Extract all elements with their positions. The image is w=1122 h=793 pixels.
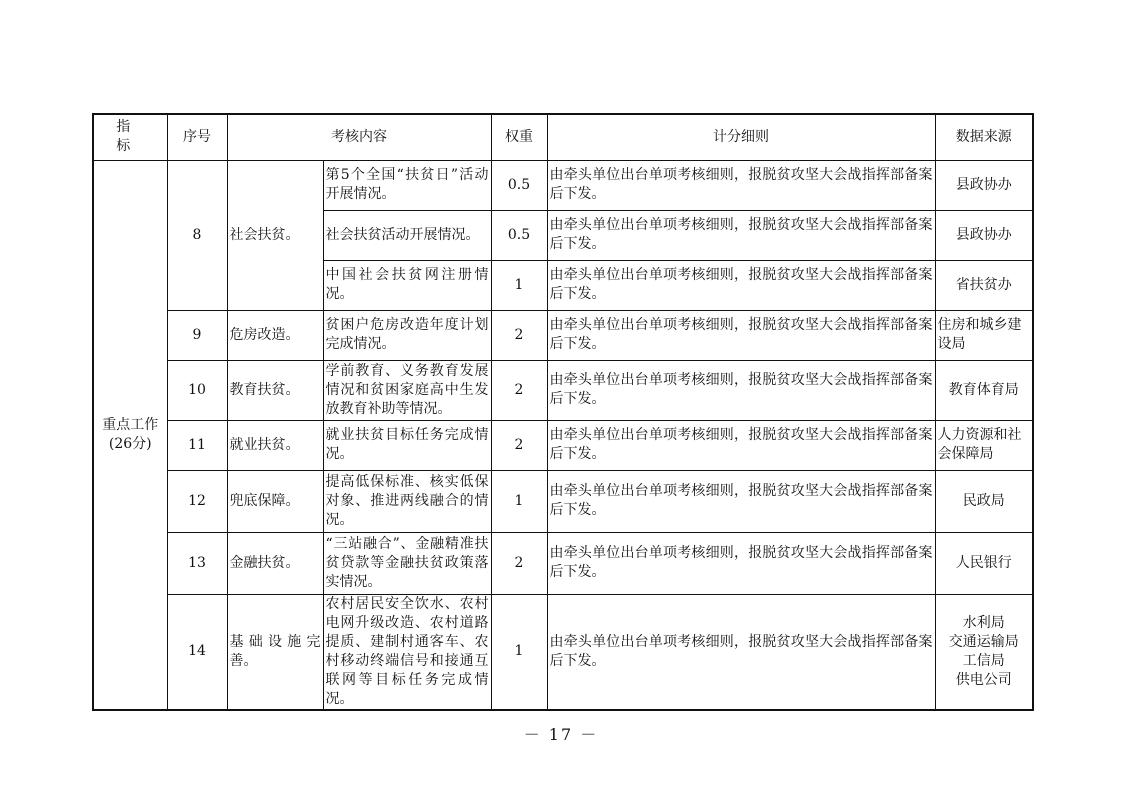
category-name: 重点工作 bbox=[102, 416, 159, 433]
seq-cell: 13 bbox=[167, 532, 227, 594]
item-cell: 就业扶贫。 bbox=[227, 420, 323, 470]
header-seq: 序号 bbox=[167, 114, 227, 160]
table-row bbox=[93, 420, 1033, 470]
item-cell: 基础设施完善。 bbox=[227, 594, 323, 710]
scoring-cell: 由牵头单位出台单项考核细则，报脱贫攻坚大会战指挥部备案后下发。 bbox=[547, 420, 935, 470]
source-cell: 省扶贫办 bbox=[935, 260, 1033, 310]
content-cell: 社会扶贫活动开展情况。 bbox=[323, 210, 491, 260]
seq-cell: 10 bbox=[167, 360, 227, 420]
seq-cell: 12 bbox=[167, 470, 227, 532]
content-cell: 提高低保标准、核实低保对象、推进两线融合的情况。 bbox=[323, 470, 491, 532]
item-cell: 兜底保障。 bbox=[227, 470, 323, 532]
content-cell: 贫困户危房改造年度计划完成情况。 bbox=[323, 310, 491, 360]
scoring-cell: 由牵头单位出台单项考核细则，报脱贫攻坚大会战指挥部备案后下发。 bbox=[547, 160, 935, 210]
header-source: 数据来源 bbox=[935, 114, 1033, 160]
item-cell: 危房改造。 bbox=[227, 310, 323, 360]
weight-cell: 0.5 bbox=[491, 160, 547, 210]
content-cell: 农村居民安全饮水、农村电网升级改造、农村道路提质、建制村通客车、农村移动终端信号和接通互联网等目标任务完成情况。 bbox=[323, 594, 491, 710]
scoring-cell: 由牵头单位出台单项考核细则，报脱贫攻坚大会战指挥部备案后下发。 bbox=[547, 260, 935, 310]
item-cell: 金融扶贫。 bbox=[227, 532, 323, 594]
source-line: 工信局 bbox=[962, 652, 1005, 669]
scoring-cell: 由牵头单位出台单项考核细则，报脱贫攻坚大会战指挥部备案后下发。 bbox=[547, 532, 935, 594]
category-cell bbox=[93, 160, 167, 710]
weight-cell: 2 bbox=[491, 360, 547, 420]
weight-cell: 1 bbox=[491, 594, 547, 710]
page-number: － 17 － bbox=[523, 725, 599, 744]
source-cell: 住房和城乡建设局 bbox=[935, 310, 1033, 360]
seq-cell: 8 bbox=[167, 160, 227, 310]
weight-cell: 1 bbox=[491, 260, 547, 310]
source-cell: 人民银行 bbox=[935, 532, 1033, 594]
scoring-cell: 由牵头单位出台单项考核细则，报脱贫攻坚大会战指挥部备案后下发。 bbox=[547, 310, 935, 360]
content-cell: 中国社会扶贫网注册情况。 bbox=[323, 260, 491, 310]
weight-cell: 0.5 bbox=[491, 210, 547, 260]
weight-cell: 2 bbox=[491, 310, 547, 360]
source-line: 供电公司 bbox=[955, 671, 1012, 688]
seq-cell: 14 bbox=[167, 594, 227, 710]
header-row bbox=[93, 114, 1033, 160]
table-row bbox=[93, 160, 1033, 210]
scoring-cell: 由牵头单位出台单项考核细则，报脱贫攻坚大会战指挥部备案后下发。 bbox=[547, 594, 935, 710]
table-row bbox=[93, 310, 1033, 360]
assessment-table bbox=[92, 113, 1034, 711]
seq-cell: 9 bbox=[167, 310, 227, 360]
table-row bbox=[93, 532, 1033, 594]
source-cell: 县政协办 bbox=[935, 210, 1033, 260]
content-cell: “三站融合”、金融精准扶贫贷款等金融扶贫政策落实情况。 bbox=[323, 532, 491, 594]
source-line: 交通运输局 bbox=[948, 633, 1019, 650]
table-row bbox=[93, 470, 1033, 532]
content-cell: 第5个全国“扶贫日”活动开展情况。 bbox=[323, 160, 491, 210]
scoring-cell: 由牵头单位出台单项考核细则，报脱贫攻坚大会战指挥部备案后下发。 bbox=[547, 360, 935, 420]
source-line: 水利局 bbox=[962, 614, 1005, 631]
seq-cell: 11 bbox=[167, 420, 227, 470]
header-indicator: 指 标 bbox=[93, 114, 167, 160]
source-cell: 县政协办 bbox=[935, 160, 1033, 210]
header-scoring: 计分细则 bbox=[547, 114, 935, 160]
source-cell bbox=[935, 594, 1033, 710]
category-points: (26分) bbox=[108, 435, 152, 452]
source-cell: 民政局 bbox=[935, 470, 1033, 532]
item-cell: 教育扶贫。 bbox=[227, 360, 323, 420]
header-content: 考核内容 bbox=[227, 114, 491, 160]
source-cell: 教育体育局 bbox=[935, 360, 1033, 420]
content-cell: 就业扶贫目标任务完成情况。 bbox=[323, 420, 491, 470]
weight-cell: 2 bbox=[491, 420, 547, 470]
table-row bbox=[93, 360, 1033, 420]
source-cell: 人力资源和社会保障局 bbox=[935, 420, 1033, 470]
content-cell: 学前教育、义务教育发展情况和贫困家庭高中生发放教育补助等情况。 bbox=[323, 360, 491, 420]
weight-cell: 1 bbox=[491, 470, 547, 532]
header-weight: 权重 bbox=[491, 114, 547, 160]
table-row bbox=[93, 594, 1033, 710]
scoring-cell: 由牵头单位出台单项考核细则，报脱贫攻坚大会战指挥部备案后下发。 bbox=[547, 210, 935, 260]
item-cell: 社会扶贫。 bbox=[227, 160, 323, 310]
scoring-cell: 由牵头单位出台单项考核细则，报脱贫攻坚大会战指挥部备案后下发。 bbox=[547, 470, 935, 532]
weight-cell: 2 bbox=[491, 532, 547, 594]
